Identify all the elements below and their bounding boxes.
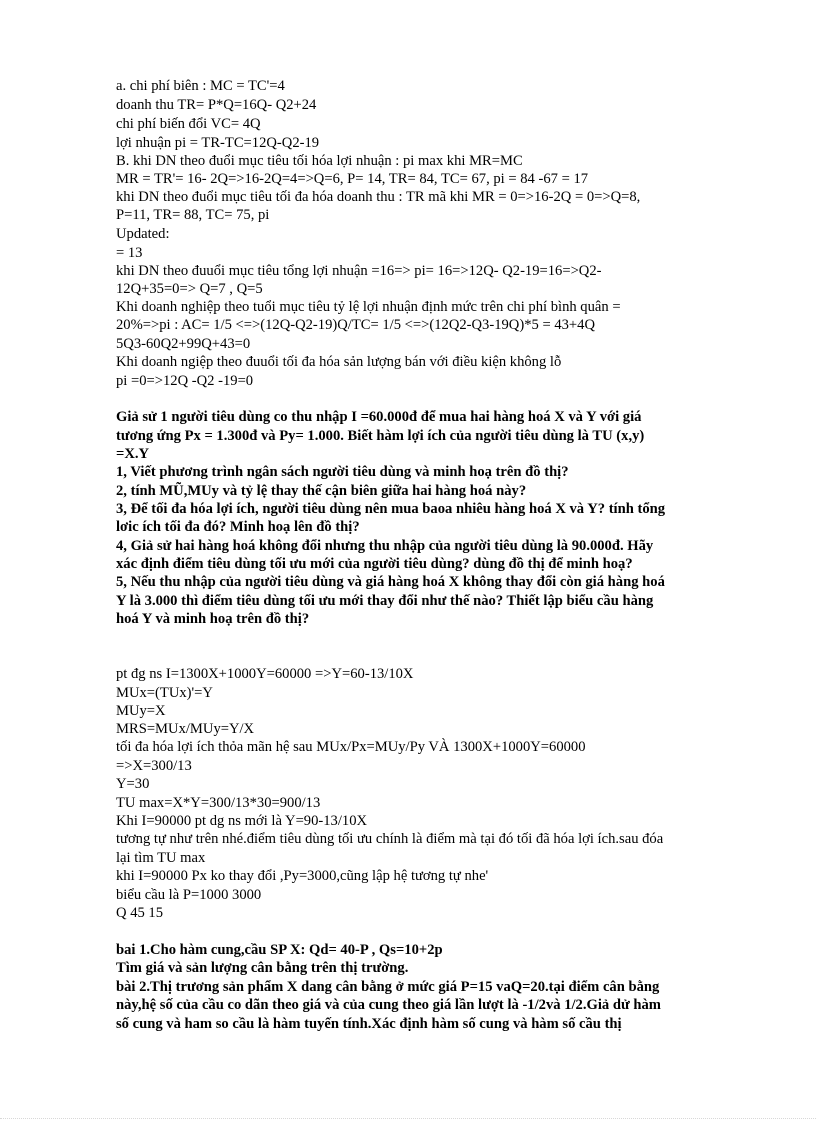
solution-line: biểu cầu là P=1000 3000 <box>116 887 262 903</box>
text-line: 5Q3-60Q2+99Q+43=0 <box>116 336 251 352</box>
problem-line: hoá Y và minh hoạ trên đồ thị? <box>116 611 310 627</box>
problem-line: =X.Y <box>116 446 150 462</box>
problem-line: lơic ích tối đa đó? Minh hoạ lên đồ thị? <box>116 519 360 535</box>
solution-line: Khi I=90000 pt dg ns mới là Y=90-13/10X <box>116 813 368 829</box>
problem-line: tương ứng Px = 1.300đ và Py= 1.000. Biết hàm lợi ích của người tiêu dùng là TU (x,y) <box>116 428 645 444</box>
text-line: Khi doanh ngiệp theo đuuổi tối đa hóa sản lượng bán với điều kiện không lỗ <box>116 354 562 370</box>
text-line: chi phí biến đổi VC= 4Q <box>116 116 261 132</box>
text-line: MR = TR'= 16- 2Q=>16-2Q=4=>Q=6, P= 14, TR= 84, TC= 67, pi = 84 -67 = 17 <box>116 171 589 187</box>
exercise-line: bài 2.Thị trương sản phẩm X dang cân bằng ở mức giá P=15 vaQ=20.tại điểm cân bằng <box>116 979 660 995</box>
solution-line: Y=30 <box>116 776 150 792</box>
solution-line: Q 45 15 <box>116 905 164 921</box>
text-line: pi =0=>12Q -Q2 -19=0 <box>116 373 254 389</box>
solution-line: tối đa hóa lợi ích thỏa mãn hệ sau MUx/Px=MUy/Py VÀ 1300X+1000Y=60000 <box>116 739 586 755</box>
solution-line: lại tìm TU max <box>116 850 206 866</box>
text-line: Khi doanh nghiệp theo tuổi mục tiêu tỷ lệ lợi nhuận định mức trên chi phí bình quân = <box>116 299 621 315</box>
exercise-line: này,hệ số của cầu co dãn theo giá và của cung theo giá lần lượt là -1/2và 1/2.Giả dử hàm <box>116 997 661 1013</box>
text-line: 12Q+35=0=> Q=7 , Q=5 <box>116 281 263 297</box>
text-line: P=11, TR= 88, TC= 75, pi <box>116 207 270 223</box>
text-line: B. khi DN theo đuổi mục tiêu tối hóa lợi nhuận : pi max khi MR=MC <box>116 153 523 169</box>
text-line: 20%=>pi : AC= 1/5 <=>(12Q-Q2-19)Q/TC= 1/5 <=>(12Q2-Q3-19Q)*5 = 43+4Q <box>116 317 595 333</box>
text-line: khi DN theo đuổi mục tiêu tối đa hóa doanh thu : TR mã khi MR = 0=>16-2Q = 0=>Q=8, <box>116 189 641 205</box>
problem-line: 2, tính MŨ,MUy và tỷ lệ thay thế cận biên giữa hai hàng hoá này? <box>116 483 527 499</box>
exercise-line: số cung và ham so cầu là hàm tuyến tính.Xác định hàm số cung và hàm số cầu thị <box>116 1016 622 1032</box>
text-line: doanh thu TR= P*Q=16Q- Q2+24 <box>116 97 317 113</box>
problem-line: xác định điểm tiêu dùng tối ưu mới của người tiêu dùng? dùng đồ thị để minh hoạ? <box>116 556 633 572</box>
text-line: = 13 <box>116 245 143 261</box>
solution-line: khi I=90000 Px ko thay đổi ,Py=3000,cũng lập hệ tương tự nhe' <box>116 868 489 884</box>
text-line: a. chi phí biên : MC = TC'=4 <box>116 78 285 94</box>
problem-line: 3, Để tối đa hóa lợi ích, người tiêu dùng nên mua baoa nhiêu hàng hoá X và Y? tính tổng <box>116 501 666 517</box>
problem-line: Giả sử 1 người tiêu dùng co thu nhập I =60.000đ để mua hai hàng hoá X và Y với giá <box>116 409 642 425</box>
problem-line: 5, Nếu thu nhập của người tiêu dùng và giá hàng hoá X không thay đổi còn giá hàng hoá <box>116 574 665 590</box>
page-bottom-divider <box>0 1118 816 1119</box>
solution-line: =>X=300/13 <box>116 758 192 774</box>
text-line: Updated: <box>116 226 170 242</box>
solution-line: tương tự như trên nhé.điểm tiêu dùng tối ưu chính là điểm mà tại đó tối đã hóa lợi ích.sau đóa <box>116 831 664 847</box>
exercise-line: bai 1.Cho hàm cung,cầu SP X: Qd= 40-P , Qs=10+2p <box>116 942 443 958</box>
problem-line: 1, Viết phương trình ngân sách người tiêu dùng và minh hoạ trên đồ thị? <box>116 464 569 480</box>
solution-line: MUx=(TUx)'=Y <box>116 685 213 701</box>
problem-line: Y là 3.000 thì điểm tiêu dùng tối ưu mới thay đổi như thế nào? Thiết lập biểu cầu hàng <box>116 593 654 609</box>
problem-line: 4, Giả sử hai hàng hoá không đổi nhưng thu nhập của người tiêu dùng là 90.000đ. Hãy <box>116 538 654 554</box>
solution-line: pt đg ns I=1300X+1000Y=60000 =>Y=60-13/10X <box>116 666 414 682</box>
solution-line: MRS=MUx/MUy=Y/X <box>116 721 255 737</box>
text-line: lợi nhuận pi = TR-TC=12Q-Q2-19 <box>116 135 320 151</box>
solution-line: MUy=X <box>116 703 166 719</box>
text-line: khi DN theo đuuổi mục tiêu tổng lợi nhuận =16=> pi= 16=>12Q- Q2-19=16=>Q2- <box>116 263 602 279</box>
solution-line: TU max=X*Y=300/13*30=900/13 <box>116 795 321 811</box>
exercise-line: Tìm giá và sản lượng cân bằng trên thị trường. <box>116 960 409 976</box>
